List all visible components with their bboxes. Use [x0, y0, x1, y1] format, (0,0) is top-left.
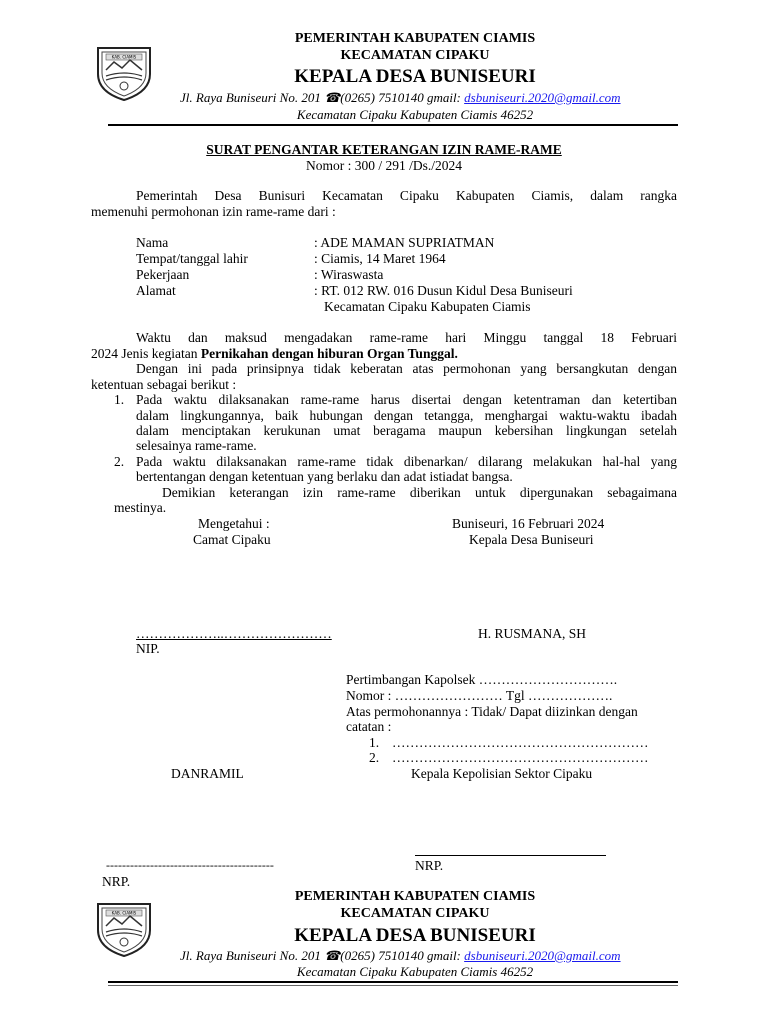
closing-line-1: Demikian keterangan izin rame-rame diberikan untuk dipergunakan sebagaimana [162, 485, 677, 500]
kapolsek-sign-line [415, 855, 606, 856]
village-head-title: Kepala Desa Buniseuri [469, 532, 594, 547]
address-line-2: Kecamatan Cipaku Kabupaten Ciamis 46252 [296, 107, 534, 122]
address-line-2: Kecamatan Cipaku Kabupaten Ciamis 46252 [296, 964, 534, 979]
phone-icon: ☎ [324, 948, 341, 963]
field-label: Pekerjaan [136, 267, 190, 282]
svg-text:KAB. CIAMIS: KAB. CIAMIS [111, 910, 137, 916]
note-number: 1. [369, 735, 380, 750]
principle-line-1: Dengan ini pada prinsipnya tidak keberatan atas permohonan yang bersangkutan dengan [136, 361, 677, 376]
danramil-nrp: NRP. [102, 874, 131, 889]
letter-title: SURAT PENGANTAR KETERANGAN IZIN RAME-RAME [206, 142, 562, 157]
field-value: : Ciamis, 14 Maret 1964 [314, 251, 446, 266]
gov-heading: PEMERINTAH KABUPATEN CIAMIS [294, 889, 536, 904]
item-1-line: dalam lingkungannya, baik hubungan dengan tetangga, menghargai waktu-waktu ibadah [136, 408, 677, 423]
svg-text:KAB. CIAMIS: KAB. CIAMIS [111, 54, 137, 60]
field-value: : RT. 012 RW. 016 Dusun Kidul Desa Buniseuri [314, 283, 573, 298]
note-dots: ………………………………………………… [392, 735, 649, 750]
address-line [180, 90, 621, 106]
office-heading: KEPALA DESA BUNISEURI [294, 66, 536, 87]
kapolsek-nrp: NRP. [415, 858, 444, 873]
kapolsek-line-3: Atas permohonannya : Tidak/ Dapat diizinkan dengan [346, 704, 638, 719]
field-label: Tempat/tanggal lahir [136, 251, 248, 266]
field-value: : ADE MAMAN SUPRIATMAN [314, 235, 495, 250]
field-value: : Wiraswasta [314, 267, 384, 282]
kapolsek-title: Kepala Kepolisian Sektor Cipaku [411, 766, 593, 781]
item-1-line: dalam menciptakan kerukunan umat beragama maupun kebersihan lingkungan setelah [136, 423, 677, 438]
activity-value: Pernikahan dengan hiburan Organ Tunggal. [200, 346, 458, 361]
district-heading: KECAMATAN CIPAKU [340, 906, 490, 921]
item-2-line: Pada waktu dilaksanakan rame-rame tidak dibenarkan/ dilarang melakukan hal-hal yang [136, 454, 677, 469]
item-2-line: bertentangan dengan ketentuan yang berlaku dan adat istiadat bangsa. [136, 469, 513, 484]
district-heading: KECAMATAN CIPAKU [340, 48, 490, 63]
field-label: Nama [136, 235, 169, 250]
closing-line-2: mestinya. [114, 500, 167, 515]
field-label: Alamat [136, 283, 176, 298]
phone-text: (0265) 7510140 gmail: [340, 90, 461, 105]
letter-number: Nomor : 300 / 291 /Ds./2024 [305, 158, 462, 173]
danramil-sign-line: ------------------------------------------ [106, 858, 274, 872]
village-head-name: H. RUSMANA, SH [478, 626, 587, 641]
danramil-title: DANRAMIL [171, 766, 244, 781]
gov-heading: PEMERINTAH KABUPATEN CIAMIS [294, 31, 536, 46]
camat-name-placeholder: ………………..…………………… [136, 626, 332, 641]
kapolsek-line-2: Nomor : …………………… Tgl ………………. [346, 688, 613, 703]
address-prefix: Jl. Raya Buniseuri No. 201 [180, 90, 321, 105]
acknowledged-label: Mengetahui : [198, 516, 270, 531]
field-value-cont: Kecamatan Cipaku Kabupaten Ciamis [324, 299, 531, 314]
email-link[interactable]: dsbuniseuri.2020@gmail.com [464, 948, 621, 963]
intro-line-2: memenuhi permohonan izin rame-rame dari : [91, 204, 336, 219]
time-line-1: Waktu dan maksud mengadakan rame-rame hari Minggu tanggal 18 Februari [136, 330, 677, 345]
camat-title: Camat Cipaku [193, 532, 271, 547]
time-line-2 [91, 346, 458, 362]
address-line [180, 948, 621, 964]
address-prefix: Jl. Raya Buniseuri No. 201 [180, 948, 321, 963]
sign-date: Buniseuri, 16 Februari 2024 [452, 516, 605, 531]
header-rule-thin [108, 985, 678, 986]
header-rule [108, 981, 678, 983]
item-1-line: selesainya rame-rame. [136, 438, 257, 453]
item-number: 1. [114, 392, 125, 407]
email-link[interactable]: dsbuniseuri.2020@gmail.com [464, 90, 621, 105]
header-rule [108, 124, 678, 126]
item-number: 2. [114, 454, 125, 469]
phone-text: (0265) 7510140 gmail: [340, 948, 461, 963]
item-1-line: Pada waktu dilaksanakan rame-rame harus disertai dengan ketentraman dan ketertiban [136, 392, 677, 407]
note-number: 2. [369, 750, 380, 765]
principle-line-2: ketentuan sebagai berikut : [91, 377, 237, 392]
office-heading: KEPALA DESA BUNISEURI [294, 925, 536, 946]
activity-label: 2024 Jenis kegiatan [91, 346, 198, 361]
intro-line-1: Pemerintah Desa Bunisuri Kecamatan Cipaku Kabupaten Ciamis, dalam rangka [136, 188, 677, 203]
note-dots: ………………………………………………… [392, 750, 649, 765]
camat-nip: NIP. [136, 641, 160, 656]
kapolsek-line-4: catatan : [346, 719, 392, 734]
kapolsek-line-1: Pertimbangan Kapolsek …………………………. [346, 672, 618, 687]
phone-icon: ☎ [324, 90, 341, 105]
